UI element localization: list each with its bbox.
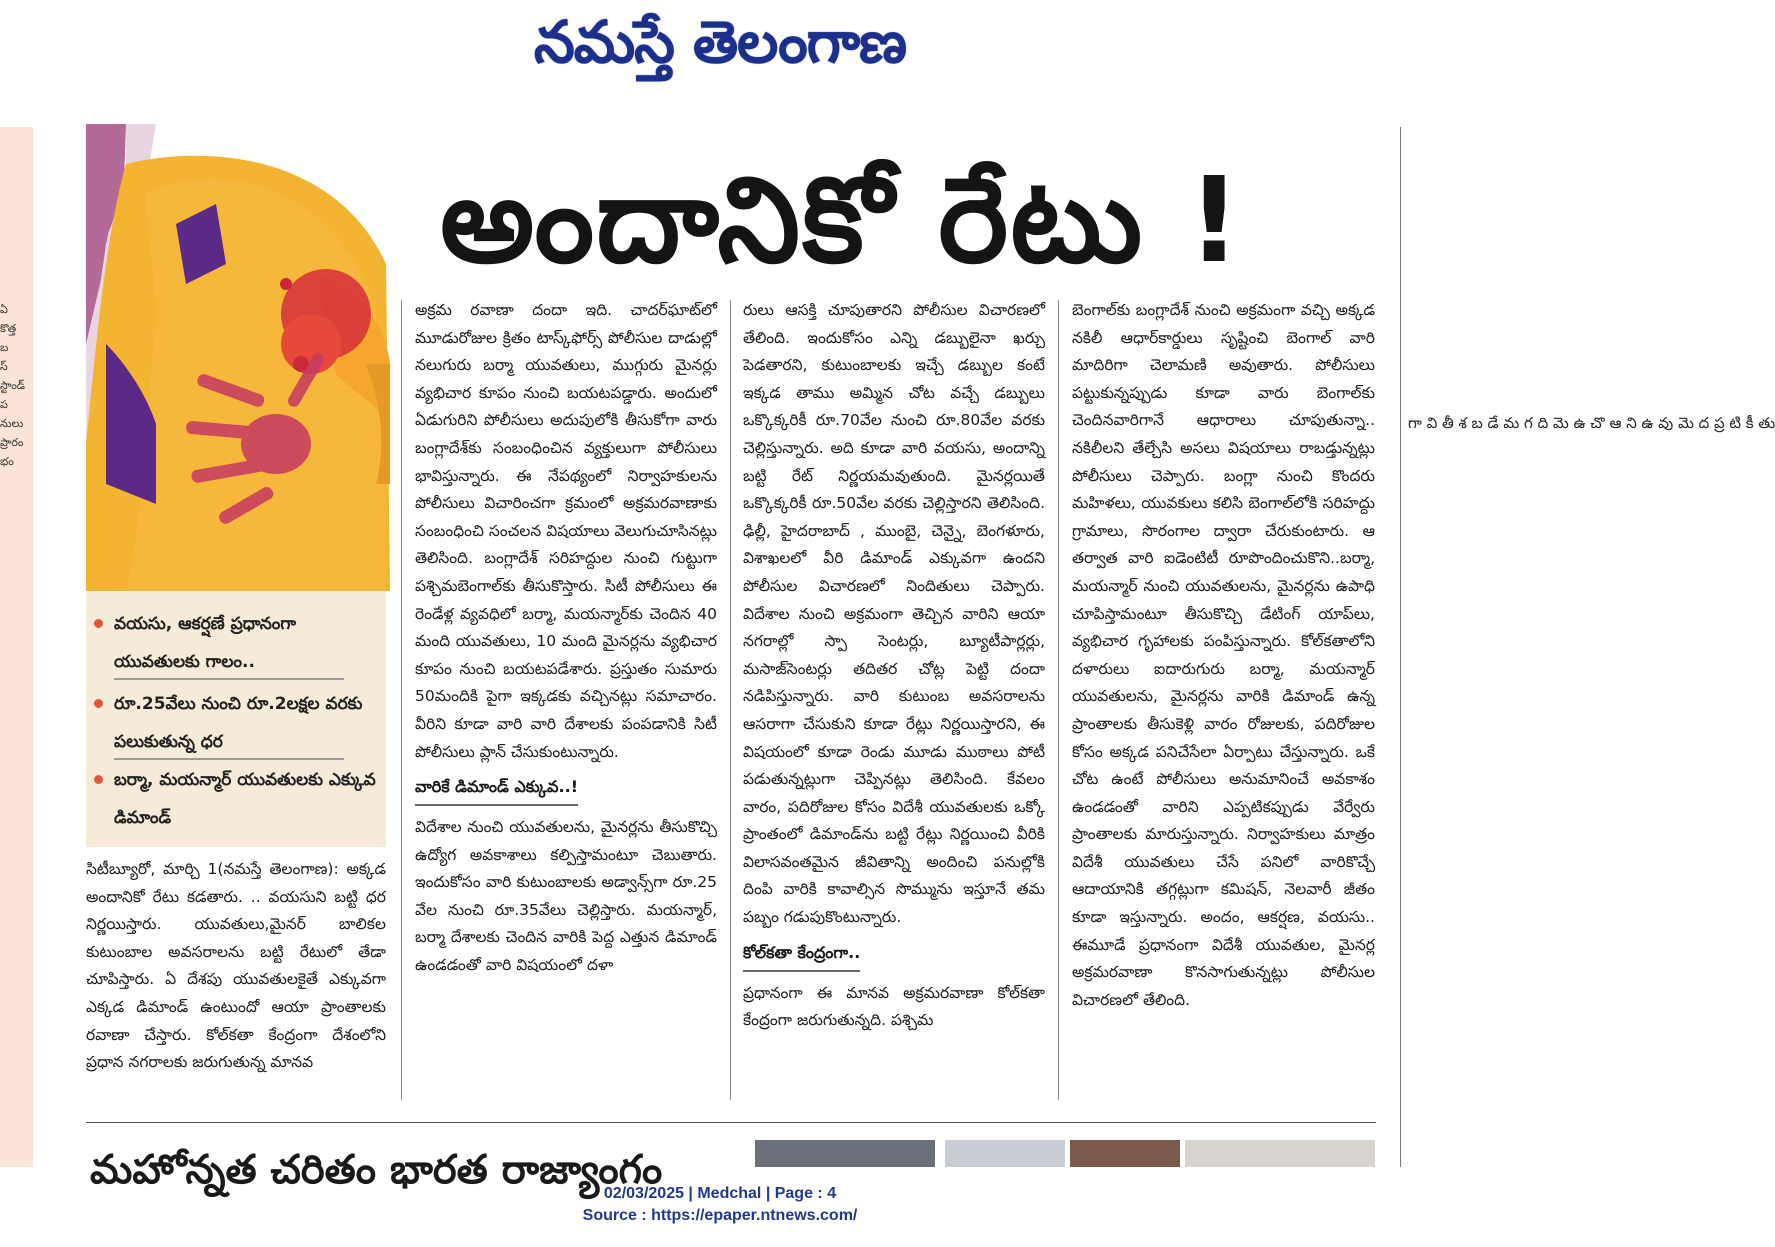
next-article-photo: [1185, 1140, 1375, 1167]
footer-edition-info: 02/03/2025 | Medchal | Page : 4: [603, 1185, 837, 1202]
article-headline: అందానికో రేటు !: [440, 151, 1244, 289]
column-divider: [1058, 300, 1059, 1100]
footer-source-link[interactable]: Source : https://epaper.ntnews.com/: [582, 1207, 858, 1224]
subheading: కోల్‌కతా కేంద్రంగా..: [743, 938, 860, 972]
face-handprint-illustration: [86, 124, 390, 591]
next-article-photo: [1070, 1140, 1180, 1167]
paragraph: రులు ఆసక్తి చూపుతారని పోలీసుల విచారణలో తేలింది. ఇందుకోసం ఎన్ని డబ్బులైనా ఖర్చు పెడతారని, కుటుంబాలకు ఇచ్చే డబ్బుల కంటే ఇక్కడ తాము అమ్మిన చోట వచ్చే డబ్బులు ఒక్కొక్కరికీ రూ.70వేల నుంచి రూ.80వేల వరకు చెల్లిస్తున్నారు. అది కూడా వారి వయసు, అందాన్ని బట్టి రేట్ నిర్ణయమవుతుంది. మైనర్లయితే ఒక్కొక్కరికీ రూ.50వేల వరకు చెల్లిస్తారని తెలిసింది. ఢిల్లీ, హైదరాబాద్ , ముంబై, చెన్నై, బెంగళూరు, విశాఖలలో వీరి డిమాండ్ ఎక్కువగా ఉందని పోలీసుల విచారణలో నిందితులు చెప్పారు. విదేశాల నుంచి అక్రమంగా తెచ్చిన వారిని ఆయా నగరాల్లో స్పా సెంటర్లు, బ్యూటీపార్లర్లు, మసాజ్‌సెంటర్లు తదితర చోట్ల పెట్టి దందా నడిపిస్తున్నారు. వారి కుటుంబ అవసరాలను ఆసరాగా చేసుకుని కూడా రేట్లు నిర్ణయిస్తారని, ఈ విషయంలో కూడా రెండు మూడు ముఠాలు పోటీ పడుతున్నట్లుగా చెప్పినట్లు తెలిసింది. కేవలం వారం, పదిరోజుల కోసం విదేశీ యువతులకు ఒక్కో ప్రాంతంలో డిమాండ్‌ను బట్టి రేట్లు నిర్ణయించి వీరికి విలాసవంతమైన జీవితాన్ని అందించి పనుల్లోకి దింపి వారికి కావాల్సిన సొమ్మును ఇస్తూనే తమ పబ్బం గడుపుకొంటున్నారు.: [743, 301, 1045, 927]
bullet-icon: [94, 619, 103, 628]
paragraph: బెంగాల్‌కు బంగ్లాదేశ్ నుంచి అక్రమంగా వచ్చి అక్కడ నకిలీ ఆధార్‌కార్డులు సృష్టించి బెంగాల్ వారి మాదిరిగా చెలామణి అవుతారు. పోలీసులు పట్టుకున్నప్పుడు కూడా వారు బెంగాల్‌కు చెందినవారిగానే ఆధారాలు చూపుతున్నా.. నకిలీలని తేల్చేసి అసలు విషయాలు రాబడ్తున్నట్లు పోలీసులు చెప్పారు. బంగ్లా నుంచి కొందరు మహిళలు, యువకులు కలిసి బెంగాల్‌లోకి సరిహద్దు గ్రామాలు, సొరంగాల ద్వారా చేరుకుంటారు. ఆ తర్వాత వారి ఐడెంటిటీ రూపొందించుకొని..బర్మా, మయన్మార్ నుంచి యువతులను, మైనర్లను ఉపాధి చూపిస్తామంటూ తీసుకొచ్చి డేటింగ్ యాప్‌లు, వ్యభిచార గృహాలకు పంపిస్తున్నారు. కోల్‌కతాలోని దళారులు ఐదారుగురు బర్మా, మయన్మార్ యువతులను, మైనర్లను వారికి డిమాండ్ ఉన్న ప్రాంతాలకు తీసుకెళ్లి వారం రోజులకు, పదిరోజుల కోసం అక్కడ పనిచేసేలా ఏర్పాటు చేస్తున్నారు. ఒకే చోట ఉంటే పోలీసులు అనుమానించే అవకాశం ఉండడంతో వారిని ఎప్పటికప్పుడు వేర్వేరు ప్రాంతాలకు మారుస్తున్నారు. నిర్వాహకులు మాత్రం విదేశీ యువతులు చేసే పనిలో వారికొచ్చే ఆదాయానికి తగ్గట్లుగా కమిషన్, నెలవారీ జీతం కూడా ఇస్తున్నారు. అందం, ఆకర్షణ, వయసు.. ఈమూడే ప్రధానంగా విదేశీ యువతుల, మైనర్ల అక్రమరవాణా కొనసాగుతున్నట్లు పోలీసుల విచారణలో తేలింది.: [1072, 301, 1375, 1009]
next-article-photo: [945, 1140, 1065, 1167]
highlights-box: [86, 591, 386, 847]
page-footer: [0, 1183, 1440, 1227]
right-page-edge: [1400, 127, 1401, 1167]
divider: [114, 758, 344, 760]
section-divider: [86, 1122, 1376, 1123]
highlight-item: రూ.25వేలు నుంచి రూ.2లక్షల వరకు పలుకుతున్న ధర: [114, 685, 376, 760]
article-column-2: [415, 297, 717, 1105]
paragraph: సిటీబ్యూరో, మార్చి 1(నమస్తే తెలంగాణ): అక్కడ అందానికో రేటు కడతారు. .. వయసుని బట్టి ధర నిర్ణయిస్తారు. యువతులు,మైనర్ బాలికల కుటుంబాల అవసరాలను బట్టి రేటులో తేడా చూపిస్తారు. ఏ దేశపు యువతులకైతే ఎక్కువగా ఎక్కడ డిమాండ్ ఉంటుందో ఆయా ప్రాంతాలకు రవాణా చేస్తారు. కోల్‌కతా కేంద్రంగా దేశంలోని ప్రధాన నగరాలకు జరుగుతున్న మానవ: [86, 860, 386, 1072]
article-illustration: [86, 124, 390, 591]
paragraph: విదేశాల నుంచి యువతులను, మైనర్లను తీసుకొచ్చి ఉద్యోగ అవకాశాలు కల్పిస్తామంటూ చెబుతారు. ఇందుకోసం వారి కుటుంబాలకు అడ్వాన్స్‌గా రూ.25 వేల నుంచి రూ.35వేలు చెల్లిస్తారు. మయన్మార్, బర్మా దేశాలకు చెందిన వారికి పెద్ద ఎత్తున డిమాండ్ ఉండడంతో వారి విషయంలో దళా: [415, 818, 717, 975]
left-edge-text: ఏ కొత్త బస్ స్టాండ్ పనులు ప్రారంభం: [0, 303, 25, 468]
highlight-item: వయసు, ఆకర్షణే ప్రధానంగా యువతులకు గాలం..: [114, 605, 376, 680]
next-article-headline: మహోన్నత చరితం భారత రాజ్యాంగం: [90, 1147, 663, 1193]
bullet-icon: [94, 699, 103, 708]
column-divider: [401, 300, 402, 1100]
article-column-4: [1072, 297, 1375, 1105]
bullet-icon: [94, 775, 103, 784]
newspaper-logo: నమస్తే తెలంగాణ: [534, 8, 906, 76]
column-divider: [730, 300, 731, 1100]
left-page-edge: [0, 127, 33, 1167]
right-edge-column: గా వి తీ శ బ డే మ గ ది మె ఉ చొ ఆ ని ఉ వు మె ద ప్ర టి కీ తు: [1408, 414, 1775, 432]
paragraph: ప్రధానంగా ఈ మానవ అక్రమరవాణా కోల్‌కతా కేంద్రంగా జరుగుతున్నది. పశ్చిమ: [743, 983, 1045, 1030]
article-column-1: [86, 856, 386, 1108]
article-column-3: [743, 297, 1045, 1105]
highlight-item: బర్మా, మయన్మార్ యువతులకు ఎక్కువ డిమాండ్: [114, 761, 376, 837]
next-article-photo: [755, 1140, 935, 1167]
paragraph: అక్రమ రవాణా దందా ఇది. చాదర్‌ఘాట్‌లో మూడురోజుల క్రితం టాస్క్‌ఫోర్స్ పోలీసుల దాడుల్లో నలుగురు బర్మా యువతులు, ముగ్గురు మైనర్లు వ్యభిచార కూపం నుంచి బయటపడ్డారు. అందులో ఏడుగురిని పోలీసులు అదుపులోకి తీసుకోగా వారు బంగ్లాదేశ్‌కు సంబంధించిన వ్యక్తులుగా పోలీసులు భావిస్తున్నారు. ఈ నేపథ్యంలో నిర్వాహకులను పోలీసులు విచారించగా క్రమంలో అక్రమరవాణాకు సంబంధించి సంచలన విషయాలు వెలుగుచూసినట్లు తెలిసింది. బంగ్లాదేశ్ సరిహద్దుల నుంచి గుట్టుగా పశ్చిమబెంగాల్‌కు తీసుకొస్తారు. సిటీ పోలీసులు ఈ రెండేళ్ల వ్యవధిలో బర్మా, మయన్మార్‌కు చెందిన 40 మంది యువతులు, 10 మంది మైనర్లను వ్యభిచార కూపం నుంచి బయటపడేశారు. ప్రస్తుతం సుమారు 50మందికి పైగా ఇక్కడకు వచ్చినట్లు సమాచారం. వీరిని కూడా వారి వారి దేశాలకు పంపడానికి సిటీ పోలీసులు ప్లాన్ చేసుకుంటున్నారు.: [415, 301, 717, 761]
masthead: [0, 0, 1440, 90]
subheading: వారికే డిమాండ్ ఎక్కువ..!: [415, 772, 578, 806]
divider: [114, 678, 344, 680]
